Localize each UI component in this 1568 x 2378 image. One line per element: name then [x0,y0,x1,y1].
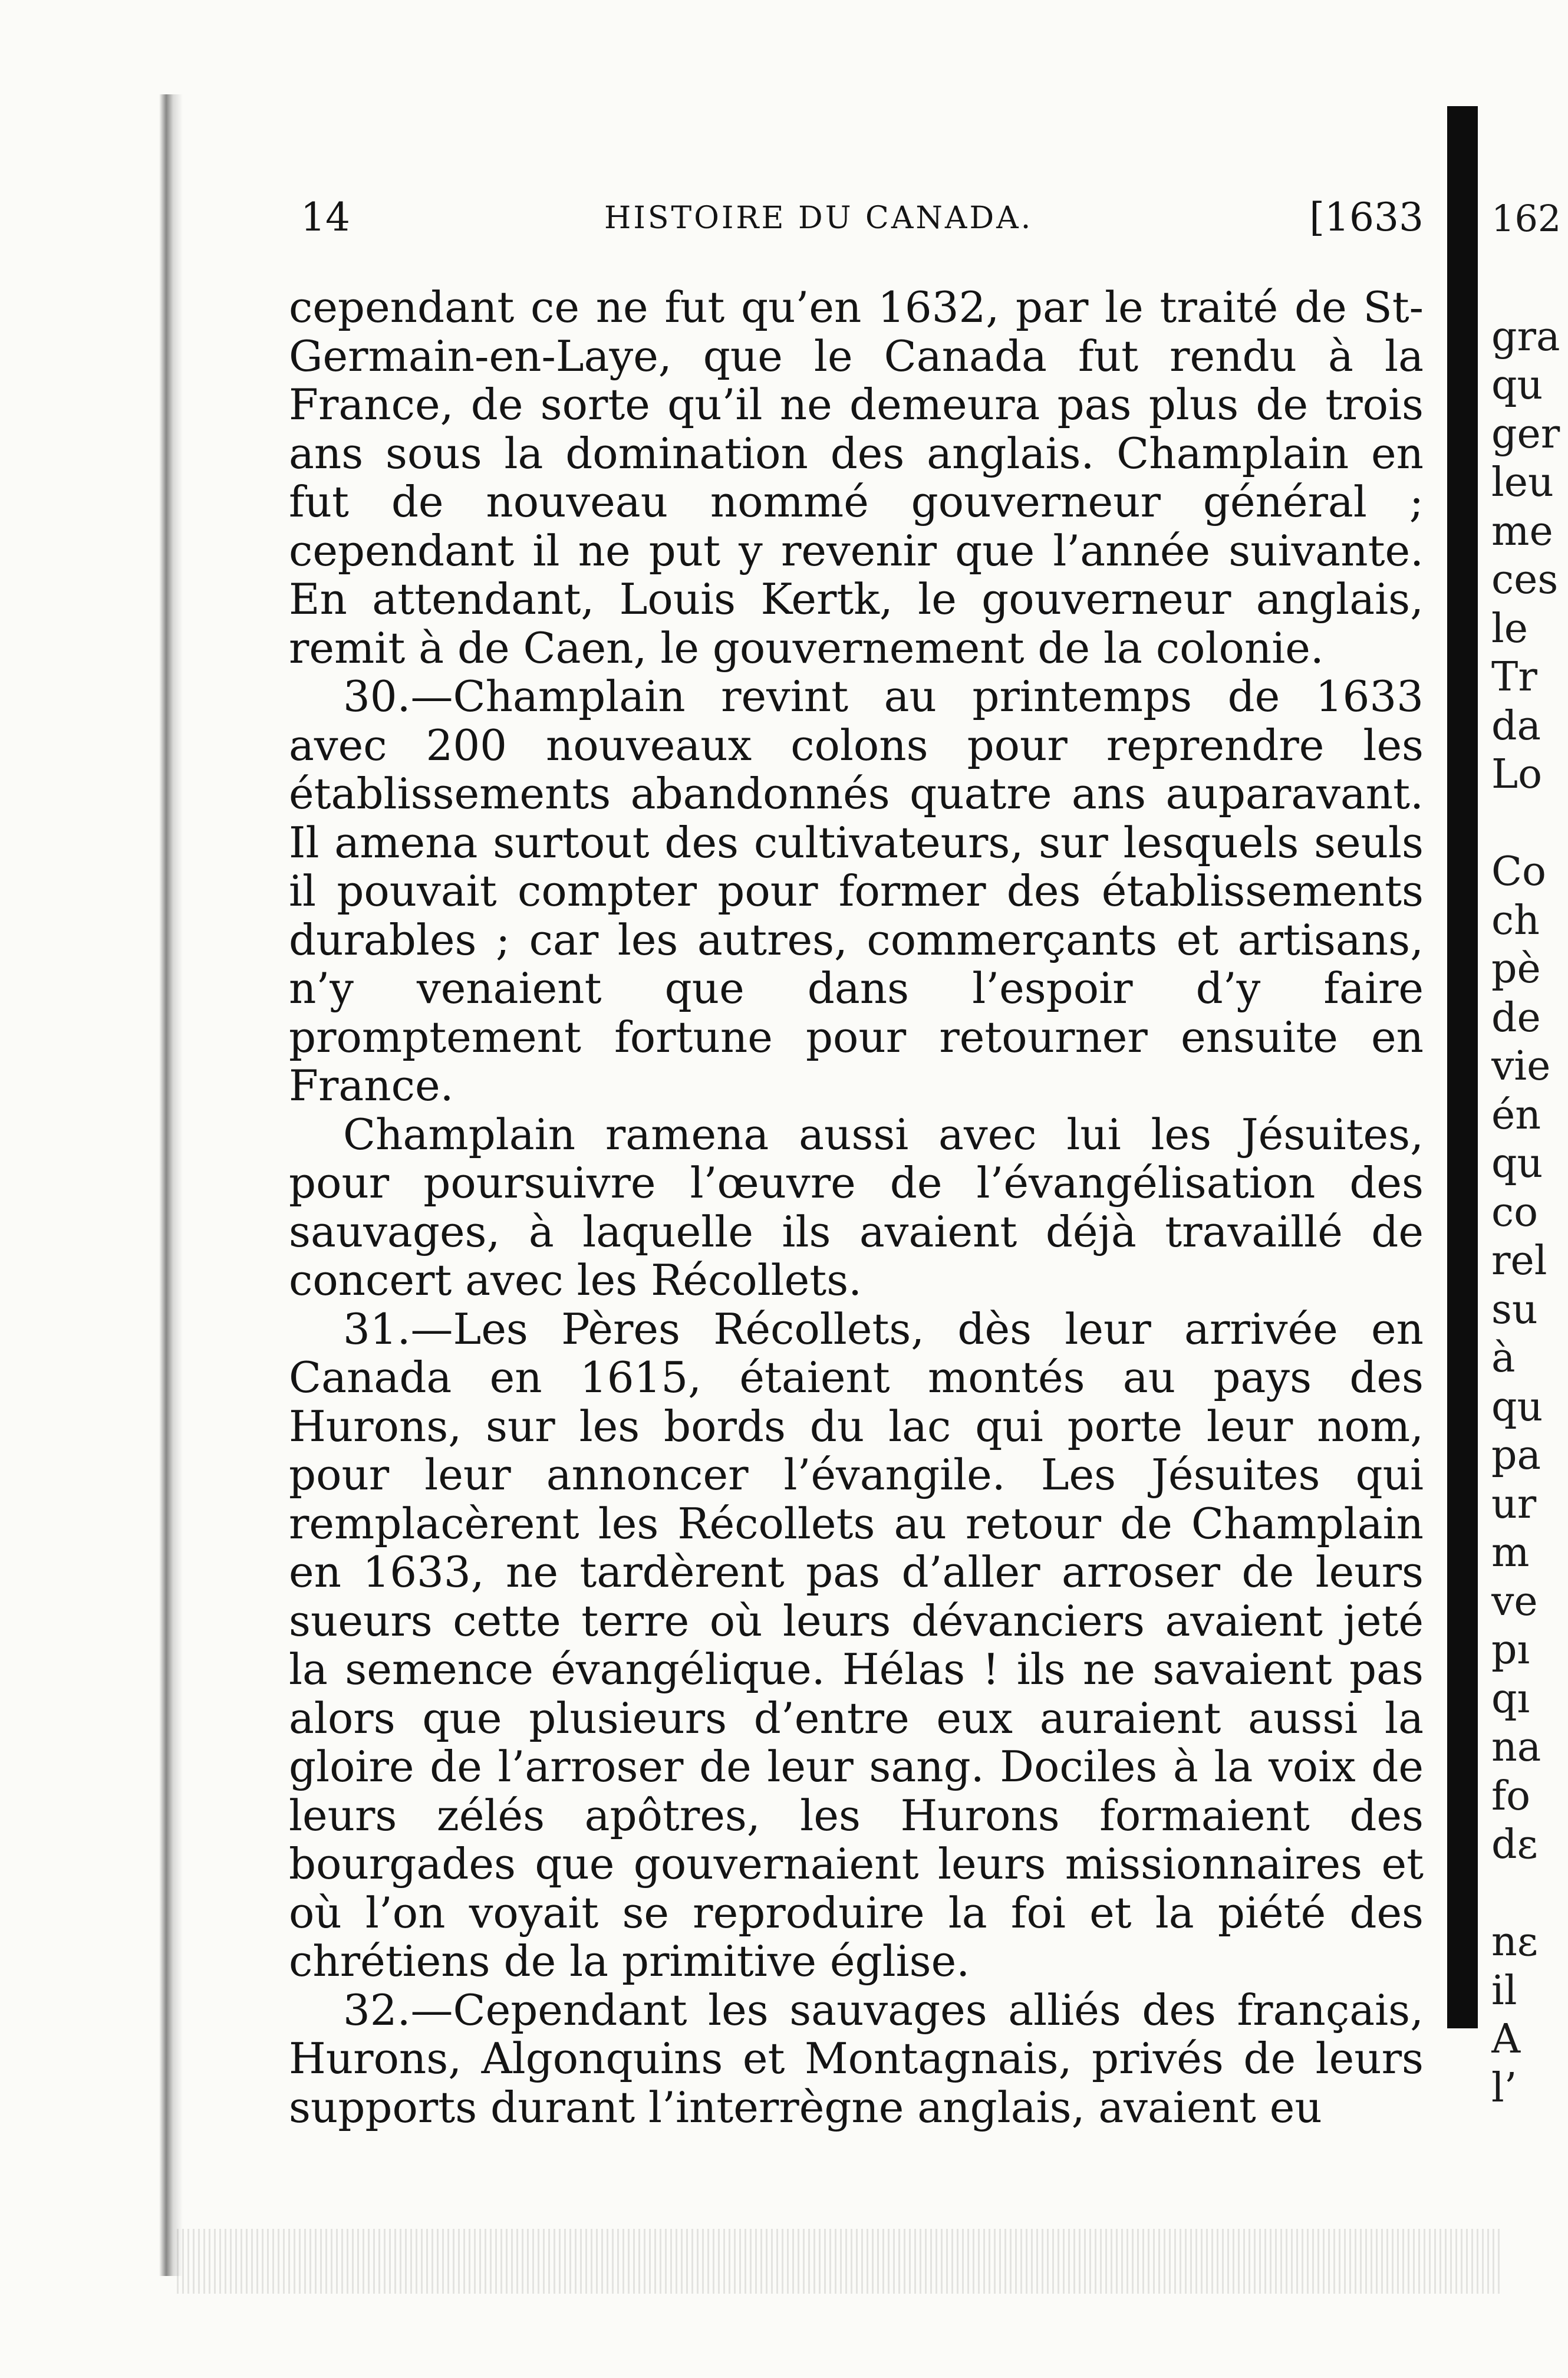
next-page-line: l’ [1491,2064,1517,2111]
next-page-line: A [1491,2016,1521,2063]
next-page-line: ve [1491,1578,1538,1625]
paragraph: Champlain ramena aussi avec lui les Jésuites, pour poursuivre l’œuvre de l’évangélisation des sauvages, à laquelle ils avaient déjà travaillé de concert avec les Récollets. [289,1109,1424,1305]
next-page-line: su [1491,1286,1538,1333]
scan-bottom-noise [177,2229,1503,2294]
running-title: HISTOIRE DU CANADA. [604,200,1033,236]
next-page-line [1491,800,1568,848]
scan-binding-shadow [159,94,183,2276]
body-text [289,283,1424,2132]
next-page-line: qu [1491,362,1543,409]
next-page-number: 162 [1491,197,1562,240]
book-page [289,195,1424,2132]
next-page-edge [1491,195,1568,2113]
running-head [289,195,1424,259]
page-number: 14 [301,195,350,240]
next-page-line: qu [1491,1383,1543,1430]
next-page-line: rel [1491,1238,1547,1284]
next-page-line: pa [1491,1432,1541,1479]
next-page-line: qı [1491,1675,1530,1722]
next-page-line: il [1491,1967,1517,2014]
next-page-line: qu [1491,1140,1543,1187]
paragraph: 30.—Champlain revint au printemps de 1633 avec 200 nouveaux colons pour reprendre les établissements abandonnés quatre ans auparavant. Il amena surtout des cultivateurs, sur lesquels seuls il pouvait compter pour former des établissements durables ; car les autres, commerçants et artisans, n’y venaient que dans l’espoir d’y faire promptement fortune pour retourner ensuite en France. [289,672,1424,1110]
next-page-line: ch [1491,897,1540,944]
next-page-line: vie [1491,1043,1551,1090]
next-page-line: de [1491,994,1541,1041]
next-page-line: én [1491,1091,1541,1139]
next-page-line: Co [1491,848,1546,895]
next-page-line: ur [1491,1481,1537,1528]
next-page-line: me [1491,508,1553,555]
paragraph: 31.—Les Pères Récollets, dès leur arrivée en Canada en 1615, étaient montés au pays des Hurons, sur les bords du lac qui porte leur nom, pour leur annoncer l’évangile. Les Jésuites qui remplacèrent les Récollets au retour de Champlain en 1633, ne tardèrent pas d’aller arroser de leurs sueurs cette terre où leurs dévanciers avaient jeté la semence évangélique. Hélas ! ils ne savaient pas alors que plusieurs d’entre eux auraient aussi la gloire de l’arroser de leur sang. Dociles à la voix de leurs zélés apôtres, les Hurons formaient des bourgades que gouvernaient leurs missionnaires et où l’on voyait se reproduire la foi et la piété des chrétiens de la primitive église. [289,1304,1424,1986]
next-page-line: co [1491,1189,1539,1236]
next-page-line: Tr [1491,654,1537,700]
next-page-line: na [1491,1724,1541,1771]
next-page-line: fo [1491,1772,1531,1820]
next-page-line: pè [1491,946,1541,992]
next-page-line: à [1491,1335,1516,1382]
paragraph: cependant ce ne fut qu’en 1632, par le traité de St-Germain-en-Laye, que le Canada fut rendu à la France, de sorte qu’il ne demeura pas plus de trois ans sous la domination des anglais. Champlain en fut de nouveau nommé gouverneur général ; cependant il ne put y revenir que l’année suivante. En attendant, Louis Kertk, le gouverneur anglais, remit à de Caen, le gouvernement de la colonie. [289,282,1424,673]
next-page-line: Lo [1491,751,1543,798]
next-page-line: m [1491,1530,1530,1576]
running-year: [1633 [1309,195,1424,240]
gutter-bar [1447,106,1478,2028]
next-page-line: pı [1491,1627,1530,1673]
next-page-line [1491,1870,1568,1919]
next-page-line: gra [1491,313,1560,360]
next-page-line: da [1491,702,1541,749]
next-page-line: leu [1491,459,1554,506]
next-page-line: dε [1491,1821,1538,1868]
next-page-line: le [1491,605,1528,652]
next-page-line: ger [1491,410,1560,458]
next-page-line: nε [1491,1919,1539,1965]
paragraph: 32.—Cependant les sauvages alliés des français, Hurons, Algonquins et Montagnais, privés de leurs supports durant l’interrègne anglais, avaient eu [289,1985,1424,2132]
next-page-line: ces [1491,557,1559,603]
